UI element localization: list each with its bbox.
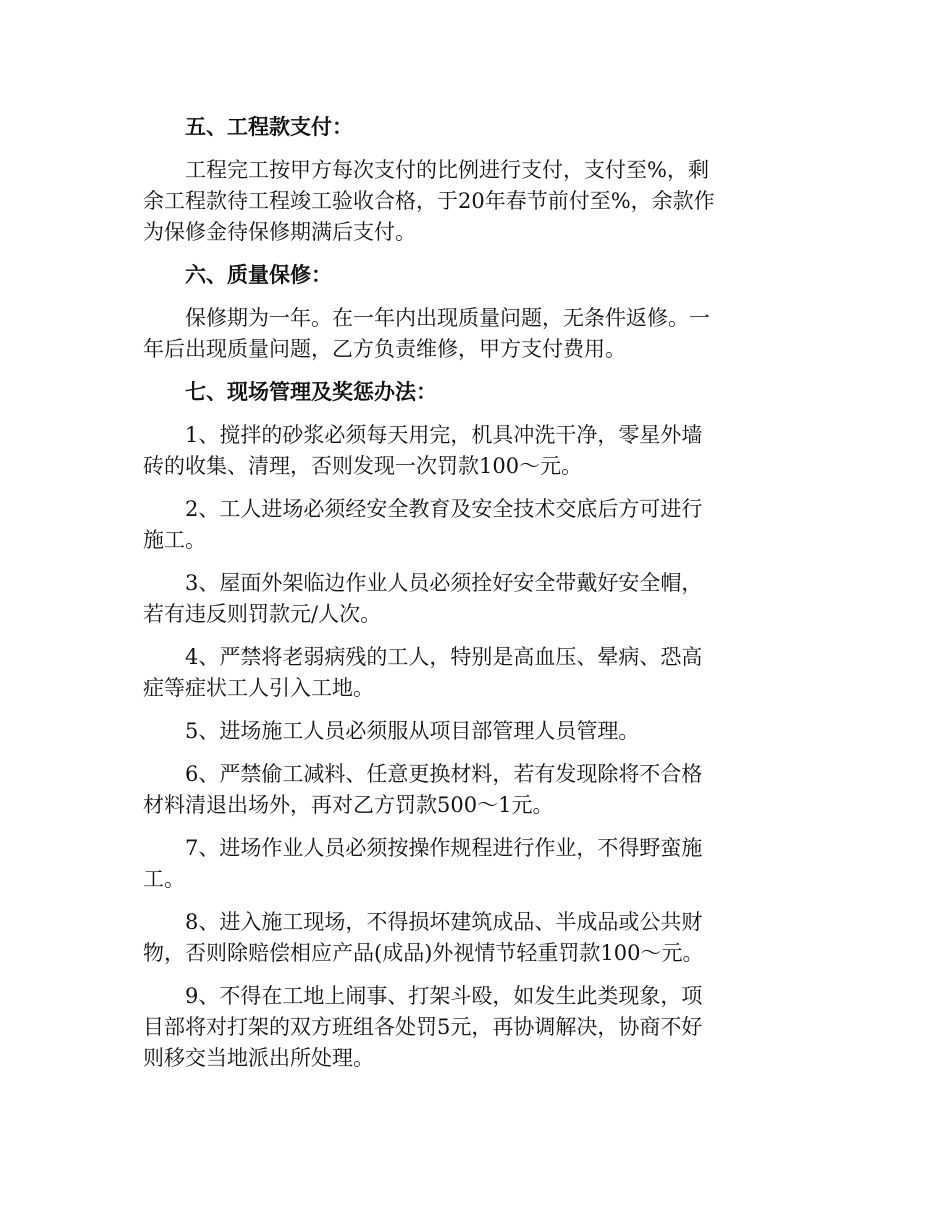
paragraph-line: 7、进场作业人员必须按操作规程进行作业，不得野蛮施 bbox=[185, 836, 703, 860]
section-heading-site-management: 七、现场管理及奖惩办法： bbox=[185, 380, 437, 404]
paragraph-line: 余工程款待工程竣工验收合格，于20年春节前付至%，余款作 bbox=[143, 189, 715, 213]
paragraph-line: 保修期为一年。在一年内出现质量问题，无条件返修。一 bbox=[185, 306, 710, 330]
rule-item-3 bbox=[143, 568, 815, 630]
paragraph-line: 砖的收集、清理，否则发现一次罚款100～元。 bbox=[143, 454, 583, 478]
paragraph-line: 工程完工按甲方每次支付的比例进行支付，支付至%，剩 bbox=[185, 158, 709, 182]
paragraph-line: 6、严禁偷工减料、任意更换材料，若有发现除将不合格 bbox=[185, 762, 703, 786]
paragraph-line: 施工。 bbox=[143, 528, 206, 552]
paragraph-line: 症等症状工人引入工地。 bbox=[143, 676, 374, 700]
paragraph-line: 物，否则除赔偿相应产品(成品)外视情节轻重罚款100～元。 bbox=[143, 941, 704, 965]
paragraph-line: 为保修金待保修期满后支付。 bbox=[143, 220, 416, 244]
section-heading-payment: 五、工程款支付： bbox=[185, 115, 353, 139]
paragraph-line: 2、工人进场必须经安全教育及安全技术交底后方可进行 bbox=[185, 497, 703, 521]
rule-item-5 bbox=[143, 716, 815, 747]
section-heading-warranty: 六、质量保修： bbox=[185, 263, 332, 287]
document-page bbox=[143, 112, 815, 1086]
paragraph-warranty bbox=[143, 303, 815, 365]
rule-item-4 bbox=[143, 642, 815, 704]
rule-item-1 bbox=[143, 420, 815, 482]
rule-item-7 bbox=[143, 833, 815, 895]
paragraph-line: 目部将对打架的双方班组各处罚5元，再协调解决，协商不好 bbox=[143, 1015, 703, 1039]
paragraph-line: 则移交当地派出所处理。 bbox=[143, 1046, 374, 1070]
paragraph-line: 9、不得在工地上闹事、打架斗殴，如发生此类现象，项 bbox=[185, 984, 703, 1008]
paragraph-line: 年后出现质量问题，乙方负责维修，甲方支付费用。 bbox=[143, 337, 626, 361]
paragraph-line: 材料清退出场外，再对乙方罚款500～1元。 bbox=[143, 793, 554, 817]
rule-item-8 bbox=[143, 907, 815, 969]
rule-item-6 bbox=[143, 759, 815, 821]
paragraph-line: 4、严禁将老弱病残的工人，特别是高血压、晕病、恐高 bbox=[185, 645, 703, 669]
paragraph-line: 8、进入施工现场，不得损坏建筑成品、半成品或公共财 bbox=[185, 910, 703, 934]
paragraph-line: 工。 bbox=[143, 867, 185, 891]
paragraph-payment bbox=[143, 155, 815, 248]
paragraph-line: 3、屋面外架临边作业人员必须拴好安全带戴好安全帽， bbox=[185, 571, 703, 595]
paragraph-line: 若有违反则罚款元/人次。 bbox=[143, 602, 382, 626]
rule-item-2 bbox=[143, 494, 815, 556]
paragraph-line: 1、搅拌的砂浆必须每天用完，机具冲洗干净，零星外墙 bbox=[185, 423, 703, 447]
paragraph-line: 5、进场施工人员必须服从项目部管理人员管理。 bbox=[185, 719, 640, 743]
rule-item-9 bbox=[143, 981, 815, 1074]
